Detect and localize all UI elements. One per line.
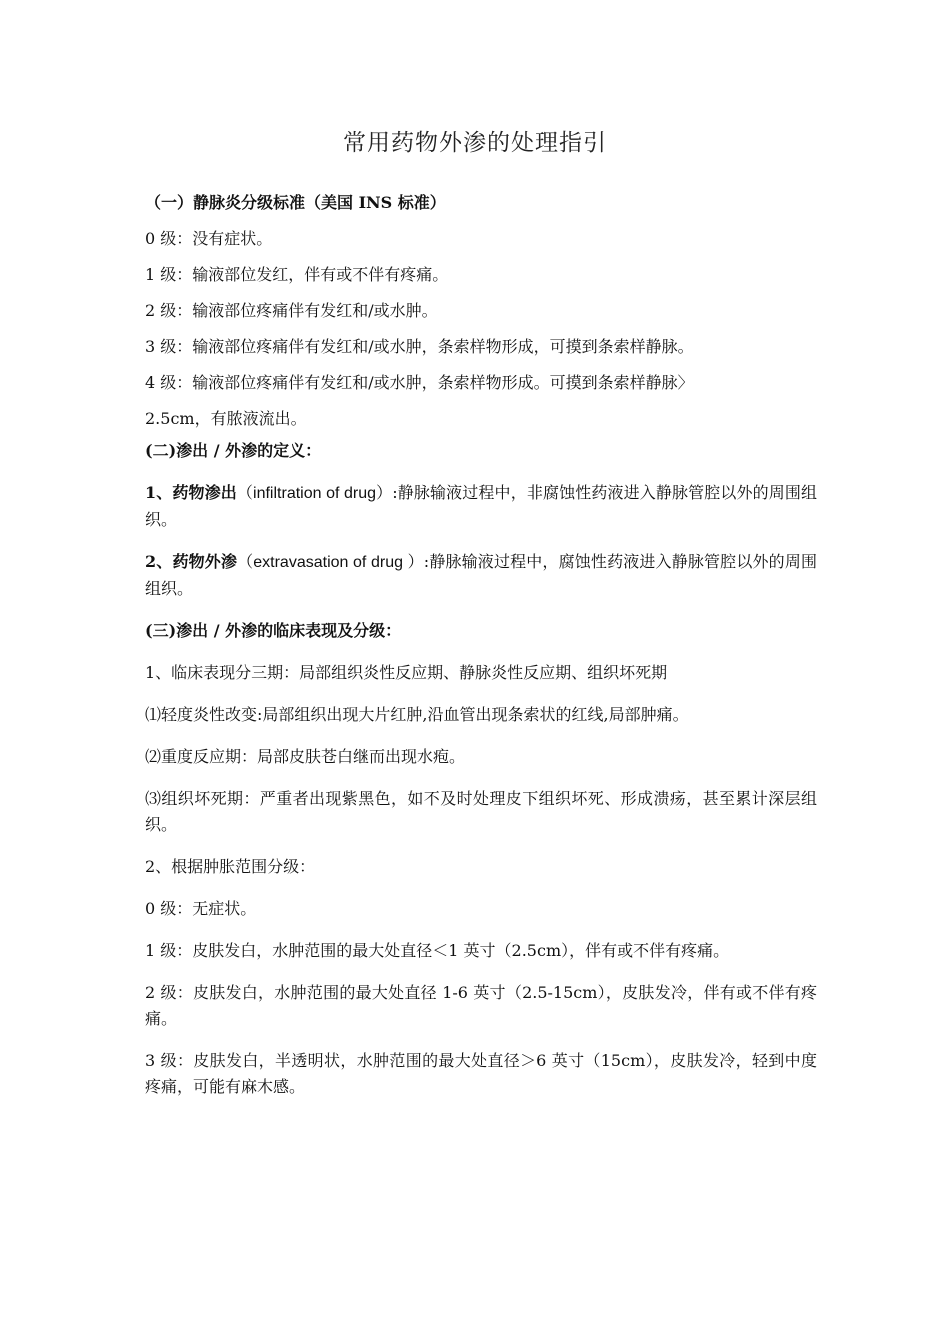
page-title: 常用药物外渗的处理指引 [343, 130, 607, 156]
section1-heading: （一）静脉炎分级标准（美国 INS 标准） [145, 193, 446, 212]
definition-latin: （extravasation of drug ） [237, 554, 424, 571]
section1-line: 1 级：输液部位发红，伴有或不伴有疼痛。 [145, 265, 449, 284]
document-body [145, 190, 817, 1116]
definition-extravasation [145, 549, 817, 602]
section1-line: 3 级：输液部位疼痛伴有发红和/或水肿，条索样物形成，可摸到条索样静脉。 [145, 337, 694, 356]
section1-line: 4 级：输液部位疼痛伴有发红和/或水肿，条索样物形成。可摸到条索样静脉〉 [145, 373, 694, 392]
section1-line: 2.5cm，有脓液流出。 [145, 409, 307, 428]
section3-line: 2、根据肿胀范围分级： [145, 857, 316, 876]
section3-line: ⑴轻度炎性改变:局部组织出现大片红肿,沿血管出现条索状的红线,局部肿痛。 [145, 705, 689, 724]
definition-infiltration [145, 480, 817, 533]
section3-line: 1、临床表现分三期：局部组织炎性反应期、静脉炎性反应期、组织坏死期 [145, 663, 668, 682]
section3-heading: (三)渗出 / 外渗的临床表现及分级： [145, 621, 402, 640]
section2-heading: (二)渗出 / 外渗的定义： [145, 441, 322, 460]
definition-term: 1、药物渗出 [145, 483, 237, 502]
section3-line: 3 级：皮肤发白，半透明状，水肿范围的最大处直径＞6 英寸（15cm），皮肤发冷，轻到中度疼痛，可能有麻木感。 [145, 1051, 817, 1096]
definition-text: :静脉输液过程中，非腐蚀性药液进入静脉管腔以外的周围组织。 [145, 483, 817, 529]
definition-text: :静脉输液过程中，腐蚀性药液进入静脉管腔以外的周围组织。 [145, 552, 817, 598]
definition-term: 2、药物外渗 [145, 552, 238, 571]
definition-latin: （infiltration of drug） [236, 485, 393, 502]
section3-line: 0 级：无症状。 [145, 899, 257, 918]
section3-line: 2 级：皮肤发白，水肿范围的最大处直径 1-6 英寸（2.5-15cm），皮肤发冷，伴有或不伴有疼痛。 [145, 983, 817, 1028]
section1-line: 2 级：输液部位疼痛伴有发红和/或水肿。 [145, 301, 438, 320]
section3-line: ⑶组织坏死期：严重者出现紫黑色，如不及时处理皮下组织坏死、形成溃疡，甚至累计深层组织。 [145, 789, 817, 834]
section1-line: 0 级：没有症状。 [145, 229, 273, 248]
section3-line: ⑵重度反应期：局部皮肤苍白继而出现水疱。 [145, 747, 466, 766]
section3-line: 1 级：皮肤发白，水肿范围的最大处直径＜1 英寸（2.5cm），伴有或不伴有疼痛。 [145, 941, 730, 960]
